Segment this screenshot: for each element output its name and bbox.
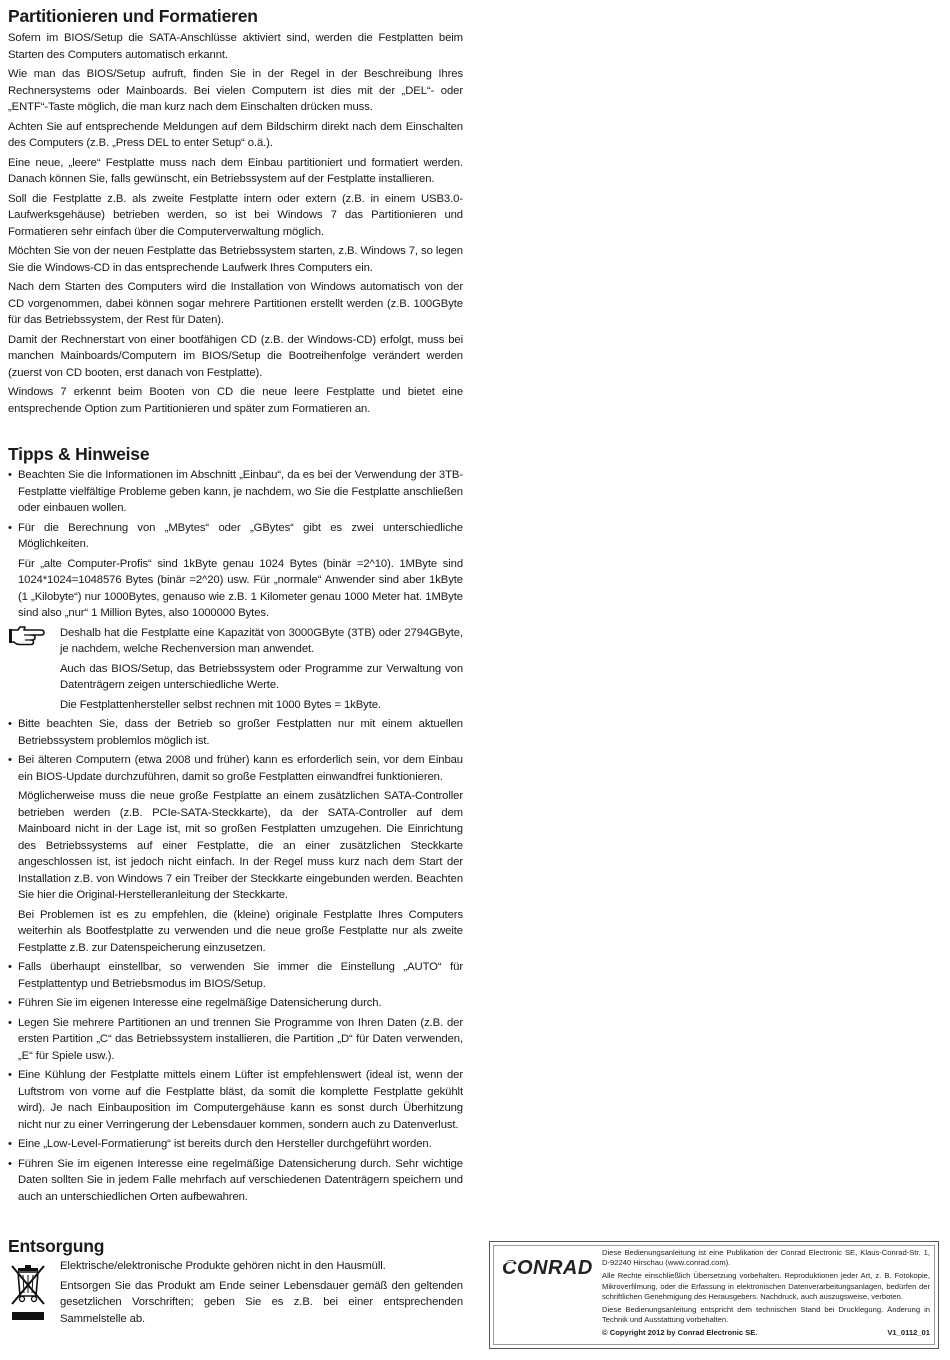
paragraph: Soll die Festplatte z.B. als zweite Festplatte intern oder extern (z.B. in einem USB3.0-Laufwerksgehäuse) betrieben werden, so ist bei Windows 7 das Partitionieren und Formatieren sehr einfach über die Computerverwaltung möglich. xyxy=(8,192,463,238)
bullet-item: • Eine Kühlung der Festplatte mittels einem Lüfter ist empfehlenswert (ideal ist, wenn der Luftstrom von vorne auf die Festplatte bläst, da somit die komplette Festplatte gekühlt wird). Je nach Einbauposition im Computergehäuse kann es sonst durch Überhitzung nicht nur zu einer Verringerung der Lebensdauer kommen, sondern auch zu Datenverlust. xyxy=(8,1067,463,1133)
paragraph: Möchten Sie von der neuen Festplatte das Betriebssystem starten, z.B. Windows 7, so legen Sie die Windows-CD in das entsprechende Laufwerk Ihres Computers ein. xyxy=(8,245,463,274)
imprint-paragraph: Alle Rechte einschließlich Übersetzung vorbehalten. Reproduktionen jeder Art, z. B. Fotokopie, Mikroverfilmung, oder die Erfassung in elektronischen Datenverarbeitungsanlagen, bedürfen der schriftlichen Genehmigung des Herausgebers. Nachdruck, auch auszugsweise, verboten. xyxy=(602,1271,930,1301)
pointing-hand-icon xyxy=(8,625,46,647)
bullet-item: • Eine „Low-Level-Formatierung“ ist bereits durch den Hersteller durchgeführt worden. xyxy=(8,1136,463,1153)
paragraph: Wie man das BIOS/Setup aufruft, finden Sie in der Regel in der Beschreibung Ihres Rechnersystems oder Mainboards. Bei vielen Computern ist dies mit der „DEL“- oder „ENTF“-Taste möglich, die man kurz nach dem Einschalten drücken muss. xyxy=(8,68,463,113)
bullet-item: • Bitte beachten Sie, dass der Betrieb so großer Festplatten nur mit einem aktuellen Betriebssystem problemlos möglich ist. xyxy=(8,716,463,749)
bullet-item: • Für die Berechnung von „MBytes“ oder „GBytes“ gibt es zwei unterschiedliche Möglichkeiten. xyxy=(8,520,463,553)
paragraph: Sofern im BIOS/Setup die SATA-Anschlüsse aktiviert sind, werden die Festplatten beim Starten des Computers automatisch erkannt. xyxy=(8,32,463,61)
bullet-item: • Falls überhaupt einstellbar, so verwenden Sie immer die Einstellung „AUTO“ für Festplattentyp und Betriebsmodus im BIOS/Setup. xyxy=(8,959,463,992)
section-title-entsorgung: Entsorgung xyxy=(8,1236,105,1256)
entsorgung-row xyxy=(8,1258,463,1327)
note-text: Die Festplattenhersteller selbst rechnen mit 1000 Bytes = 1kByte. xyxy=(60,698,381,711)
entsorgung-text: Elektrische/elektronische Produkte gehören nicht in den Hausmüll. xyxy=(60,1260,386,1272)
paragraph: Windows 7 erkennt beim Booten von CD die neue leere Festplatte und bietet eine entsprechende Option zum Partitionieren und später zum Formatieren an. xyxy=(8,386,463,415)
tipps-body xyxy=(8,467,463,1208)
bullet-subparagraph: Möglicherweise muss die neue große Festplatte an einem zusätzlichen SATA-Controller betrieben werden (z.B. PCIe-SATA-Steckkarte), da der SATA-Controller auf dem Mainboard nicht in der Lage ist, mit so großen Festplatten umzugehen. Die Einrichtung des Betriebssystems auf einer Festplatte, die an einer zusätzlichen Steckkarte angeschlossen ist, ist jedoch nicht einfach. In der Regel muss kurz nach dem Start der Installation z.B. von Windows 7 ein Treiber der Steckkarte eingebunden werden. Beachten Sie hier die Original-Herstelleranleitung der Steckkarte. xyxy=(18,790,463,901)
imprint-footer xyxy=(602,1328,930,1338)
bullet-item: • Bei älteren Computern (etwa 2008 und früher) kann es erforderlich sein, vor dem Einbau ein BIOS-Update durchzuführen, damit so große Festplatten einwandfrei funktionieren. xyxy=(8,752,463,785)
copyright-text: © Copyright 2012 by Conrad Electronic SE. xyxy=(602,1328,758,1338)
note-block xyxy=(8,625,463,714)
bullet-subparagraph: Für „alte Computer-Profis“ sind 1kByte genau 1024 Bytes (binär =2^10). 1MByte sind 1024*1024=1048576 Bytes (binär =2^20) usw. Für „normale“ Anwender sind aber 1kByte (1 „Kilobyte“) nur 1000Bytes, genauso wie z.B. 1 Kilometer genau 1000 Meter hat. 1MByte sind also „nur“ 1 Million Bytes, also 1000000 Bytes. xyxy=(18,557,463,619)
imprint-inner xyxy=(493,1245,935,1345)
note-text: Auch das BIOS/Setup, das Betriebssystem oder Programme zur Verwaltung von Datenträgern zeigen unterschiedliche Werte. xyxy=(60,662,463,691)
paragraph: Achten Sie auf entsprechende Meldungen auf dem Bildschirm direkt nach dem Einschalten des Computers (z.B. „Press DEL to enter Setup“ o.ä.). xyxy=(8,120,463,149)
imprint-paragraph: Diese Bedienungsanleitung entspricht dem technischen Stand bei Drucklegung. Änderung in Technik und Ausstattung vorbehalten. xyxy=(602,1305,930,1325)
bullet-item: • Führen Sie im eigenen Interesse eine regelmäßige Datensicherung durch. Sehr wichtige Daten sollten Sie in jedem Falle mehrfach auf verschiedenen Datenträgern speichern und auch an unterschiedlichen Orten aufbewahren. xyxy=(8,1156,463,1206)
imprint-box xyxy=(489,1241,939,1349)
entsorgung-text: Entsorgen Sie das Produkt am Ende seiner Lebensdauer gemäß den geltenden gesetzlichen Vorschriften; geben Sie es z.B. bei einer entsprechenden Sammelstelle ab. xyxy=(60,1279,463,1325)
entsorgung-body xyxy=(8,1258,463,1330)
paragraph: Damit der Rechnerstart von einer bootfähigen CD (z.B. der Windows-CD) erfolgt, muss bei manchen Mainboards/Computern im BIOS/Setup die Bootreihenfolge verändert werden (zuerst von CD booten, erst danach von Festplatte). xyxy=(8,333,463,379)
imprint-text xyxy=(602,1248,930,1339)
partitionieren-body xyxy=(8,30,463,420)
imprint-paragraph: Diese Bedienungsanleitung ist eine Publikation der Conrad Electronic SE, Klaus-Conrad-Str. 1, D-92240 Hirschau (www.conrad.com). xyxy=(602,1248,930,1268)
bullet-item: • Führen Sie im eigenen Interesse eine regelmäßige Datensicherung durch. xyxy=(8,995,463,1012)
section-title-tipps: Tipps & Hinweise xyxy=(8,444,150,464)
bullet-subparagraph: Bei Problemen ist es zu empfehlen, die (kleine) originale Festplatte Ihres Computers weiterhin als Bootfestplatte zu verwenden und die neue große Festplatte nur als zweite Festplatte z.B. zur Datenspeicherung einzusetzen. xyxy=(18,908,463,954)
bullet-item: • Beachten Sie die Informationen im Abschnitt „Einbau“, da es bei der Verwendung der 3TB-Festplatte vielfältige Probleme geben kann, je nachdem, wo Sie die Festplatte anschließen oder einbauen wollen. xyxy=(8,467,463,517)
section-title-partitionieren: Partitionieren und Formatieren xyxy=(8,6,258,26)
conrad-logo xyxy=(500,1254,596,1280)
bullet-item: • Legen Sie mehrere Partitionen an und trennen Sie Programme von Ihren Daten (z.B. der ersten Partition „C“ das Betriebssystem installieren, die Partition „D“ für Daten verwenden, „E“ für Spiele usw.). xyxy=(8,1015,463,1065)
note-text: Deshalb hat die Festplatte eine Kapazität von 3000GByte (3TB) oder 2794GByte, je nachdem, welche Rechenversion man anwendet. xyxy=(60,626,463,655)
paragraph: Eine neue, „leere“ Festplatte muss nach dem Einbau partitioniert und formatiert werden. Danach können Sie, falls gewünscht, ein Betriebssystem auf der Festplatte installieren. xyxy=(8,156,463,185)
conrad-logo-text: CONRAD xyxy=(502,1257,593,1279)
paragraph: Nach dem Starten des Computers wird die Installation von Windows automatisch von der CD vorgenommen, dabei können sogar mehrere Partitionen erstellt werden (z.B. 100GByte für das Betriebssystem, der Rest für Daten). xyxy=(8,281,463,326)
version-code: V1_0112_01 xyxy=(887,1328,930,1338)
crossed-out-wheelie-bin-icon xyxy=(8,1260,48,1328)
